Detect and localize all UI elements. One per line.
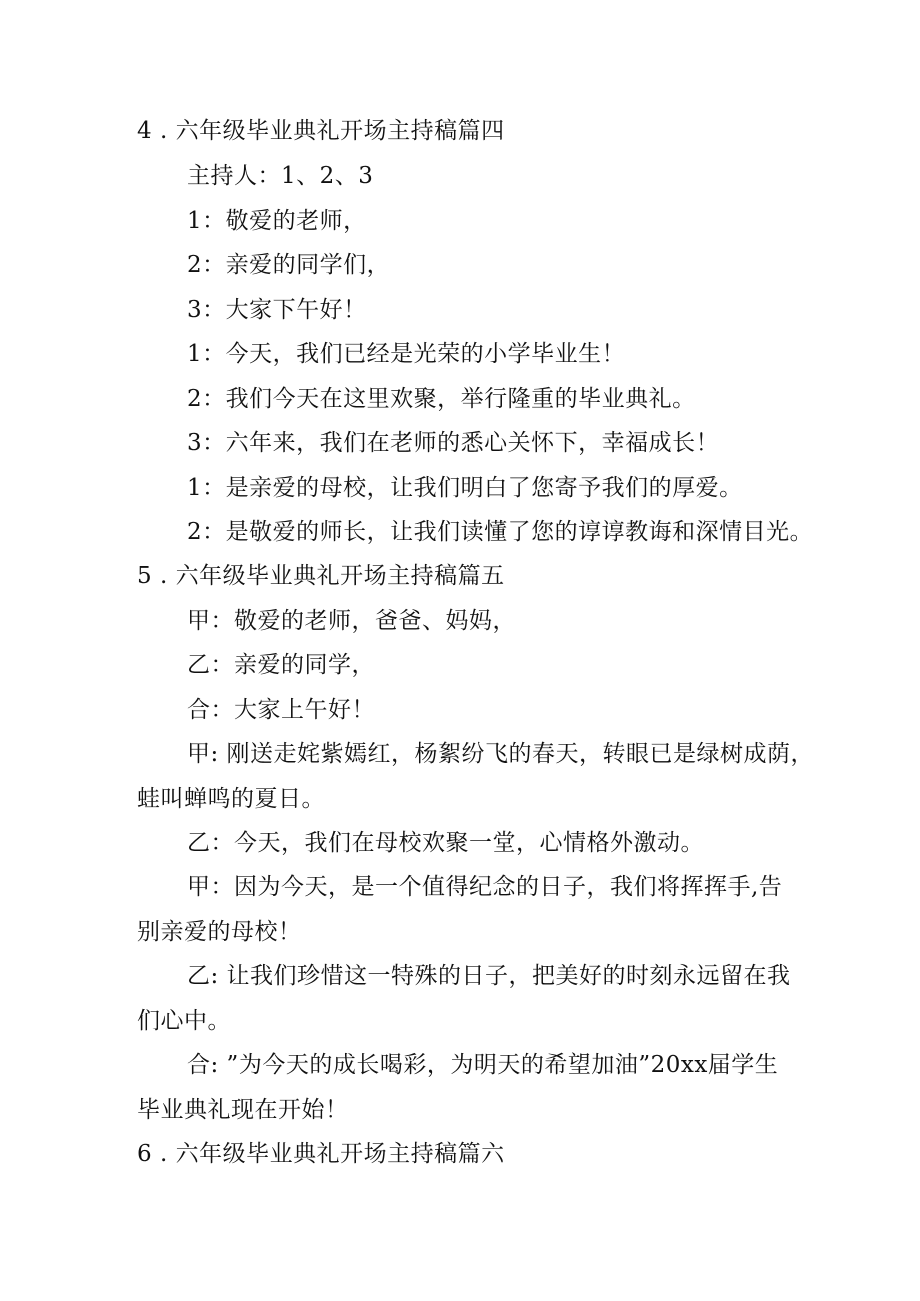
paragraph-line: 别亲爱的母校！ [137,919,302,945]
paragraph-line: 们心中。 [137,1008,231,1034]
paragraph-line: 甲：敬爱的老师，爸爸、妈妈， [187,608,516,634]
paragraph-line: 合：大家上午好！ [187,697,375,723]
paragraph-line: 乙：今天，我们在母校欢聚一堂，心情格外激动。 [187,830,704,856]
paragraph-line: 1：敬爱的老师， [187,208,367,234]
paragraph-line: 1：今天，我们已经是光荣的小学毕业生！ [187,341,626,367]
section-heading-5: 5 . 六年级毕业典礼开场主持稿篇五 [137,563,505,589]
paragraph-line: 3：大家下午好！ [187,297,367,323]
paragraph-line: 蛙叫蝉鸣的夏日。 [137,786,325,812]
paragraph-line: 合: ”为今天的成长喝彩，为明天的希望加油”20xx届学生 [187,1052,779,1078]
paragraph-line: 甲：因为今天，是一个值得纪念的日子，我们将挥挥手,告 [187,874,783,900]
paragraph-line: 3：六年来，我们在老师的悉心关怀下，幸福成长！ [187,430,720,456]
paragraph-line: 2：我们今天在这里欢聚，举行隆重的毕业典礼。 [187,386,696,412]
paragraph-line: 乙：亲爱的同学， [187,652,375,678]
paragraph-line: 2：亲爱的同学们， [187,252,391,278]
paragraph-line: 主持人：1、2、3 [187,163,374,189]
section-heading-6: 6 . 六年级毕业典礼开场主持稿篇六 [137,1141,505,1167]
section-heading-4: 4 . 六年级毕业典礼开场主持稿篇四 [137,118,505,144]
paragraph-line: 乙: 让我们珍惜这一特殊的日子，把美好的时刻永远留在我 [187,963,791,989]
paragraph-line: 甲: 刚送走姹紫嫣红，杨絮纷飞的春天，转眼已是绿树成荫， [187,741,815,767]
paragraph-line: 2：是敬爱的师长，让我们读懂了您的谆谆教诲和深情目光。 [187,519,814,545]
paragraph-line: 1：是亲爱的母校，让我们明白了您寄予我们的厚爱。 [187,475,743,501]
paragraph-line: 毕业典礼现在开始！ [137,1097,349,1123]
